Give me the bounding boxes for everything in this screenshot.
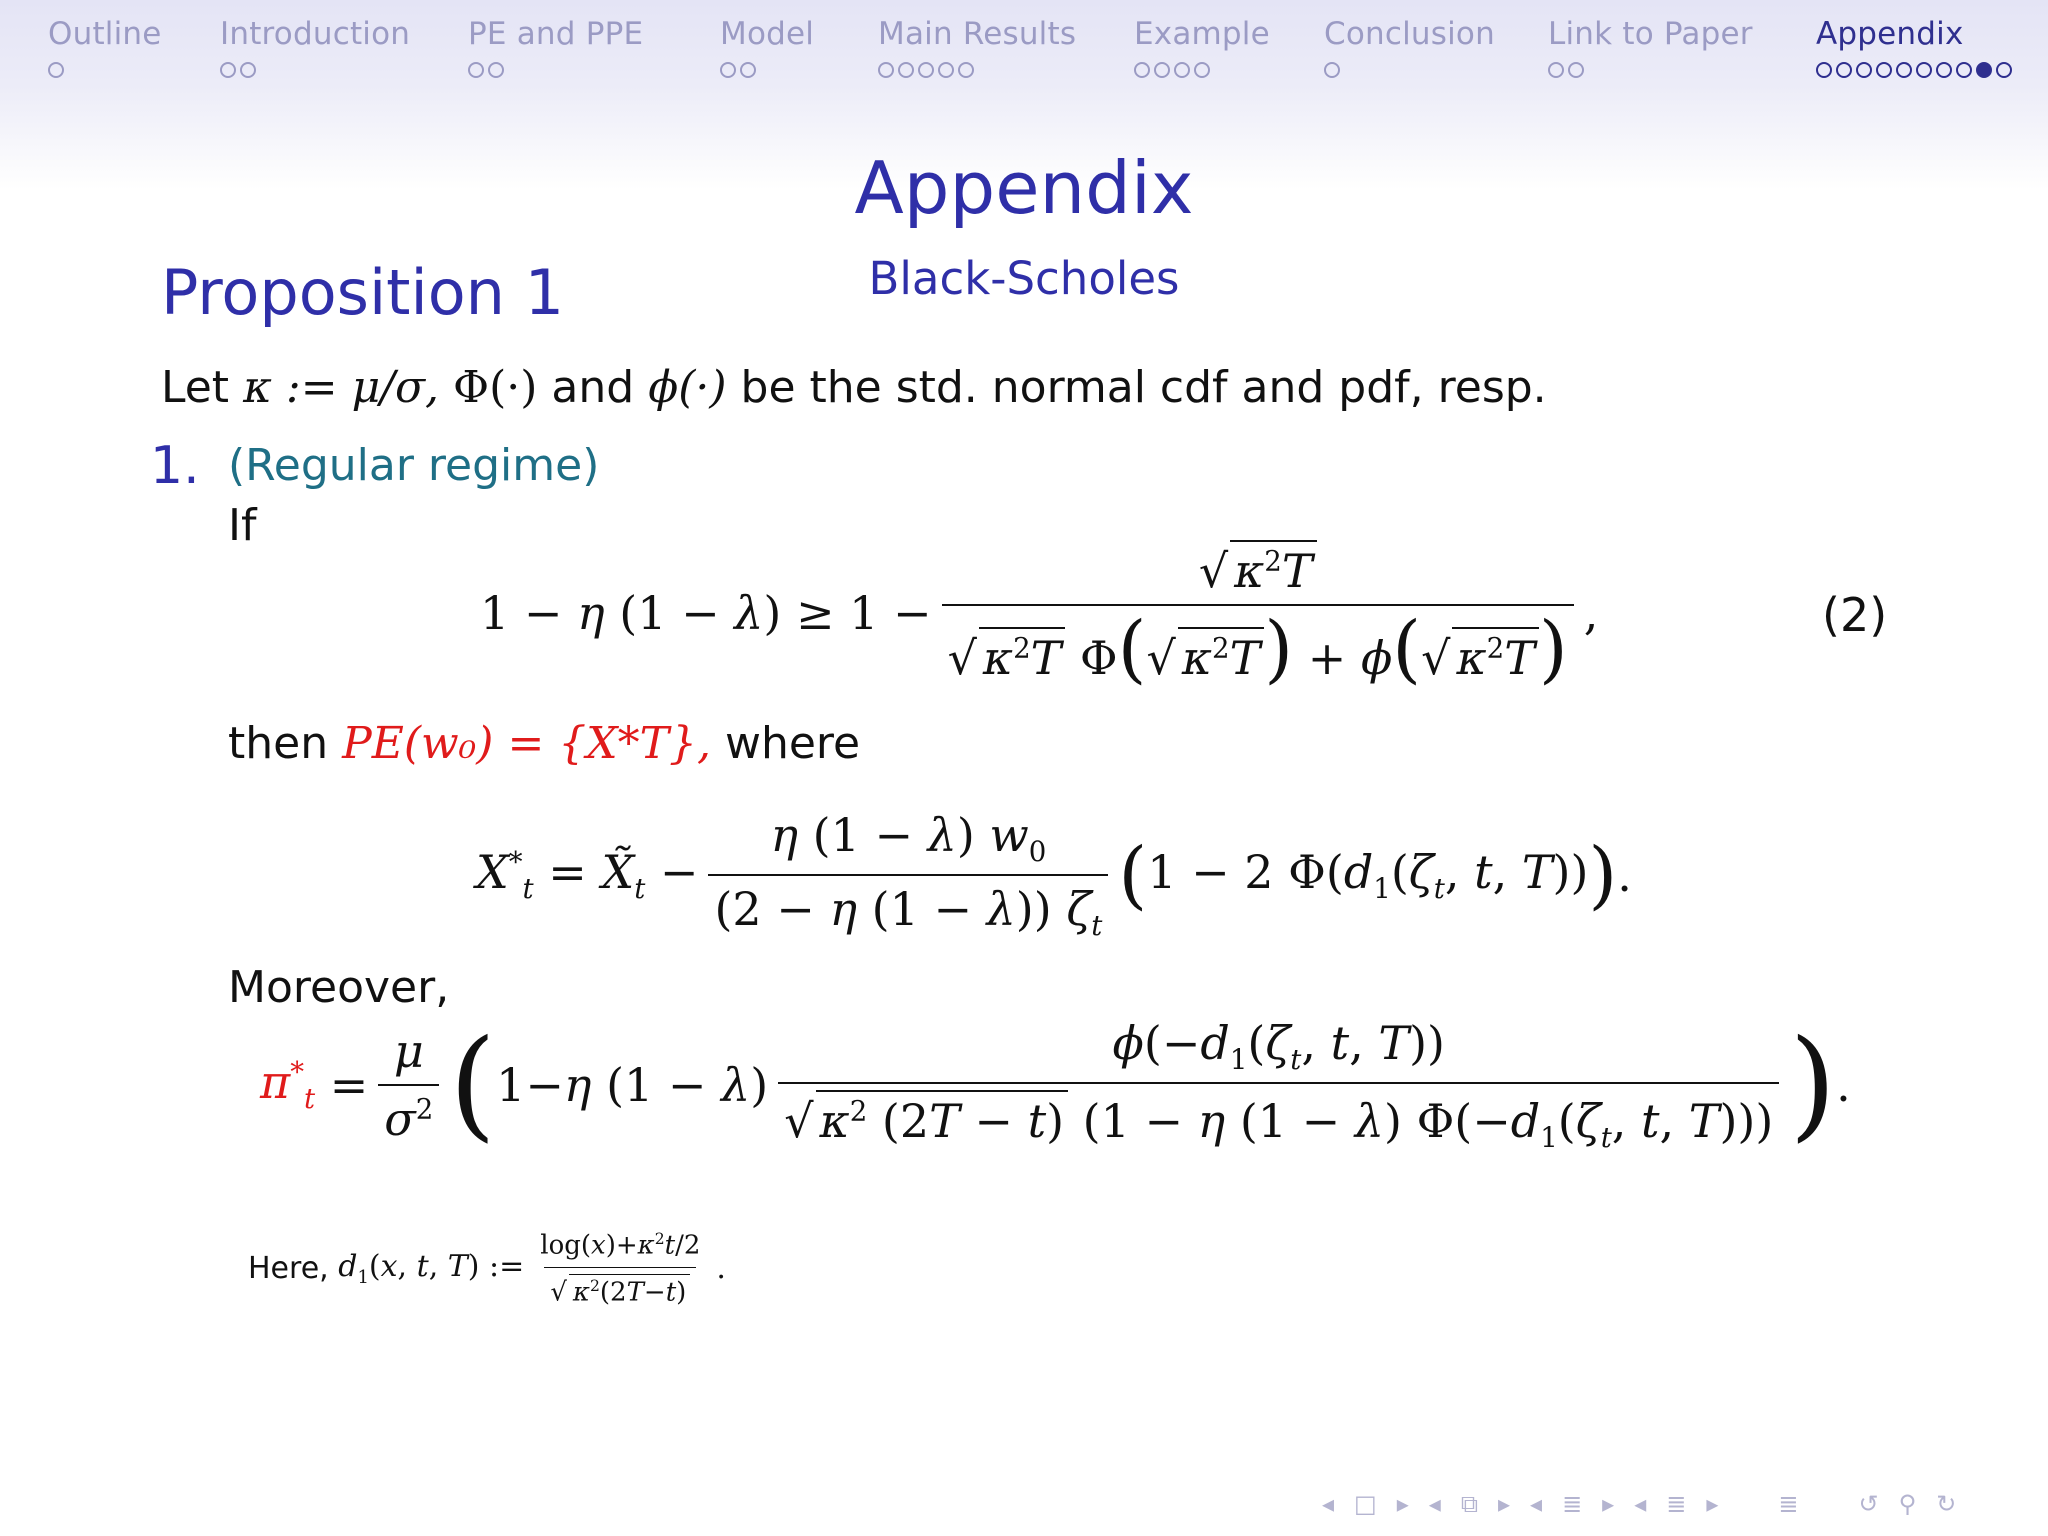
nav-section-conclusion[interactable] bbox=[1324, 16, 1495, 78]
frame-dot[interactable] bbox=[898, 62, 914, 78]
then-line bbox=[228, 718, 860, 769]
nav-section-introduction[interactable] bbox=[220, 16, 410, 78]
frame-dot[interactable] bbox=[938, 62, 954, 78]
frame-dot[interactable] bbox=[1956, 62, 1972, 78]
nav-section-appendix[interactable] bbox=[1816, 16, 2012, 78]
where-word: where bbox=[724, 718, 861, 769]
subsubsection-icon[interactable]: ≣ bbox=[1666, 1490, 1687, 1518]
frame-dot[interactable] bbox=[1154, 62, 1170, 78]
redo-icon[interactable]: ↻ bbox=[1936, 1490, 1957, 1518]
item-number: 1. bbox=[150, 436, 200, 496]
nav-section-label: Main Results bbox=[878, 16, 1077, 52]
search-icon[interactable]: ⚲ bbox=[1898, 1490, 1917, 1518]
normal-pdf-symbol: ϕ(·) bbox=[648, 362, 727, 413]
nav-frame-dots bbox=[220, 62, 410, 78]
nav-section-label: Introduction bbox=[220, 16, 411, 52]
subsection-icon[interactable]: ⧉ bbox=[1460, 1490, 1478, 1518]
nav-frame-dots bbox=[1324, 62, 1495, 78]
normal-cdf-symbol: Φ(·) bbox=[453, 362, 538, 413]
equation-number: (2) bbox=[1822, 588, 1888, 642]
frame-dot[interactable] bbox=[1324, 62, 1340, 78]
frame-prev-icon[interactable]: ◂ bbox=[1322, 1490, 1335, 1518]
frame-dot[interactable] bbox=[488, 62, 504, 78]
nav-section-label: Outline bbox=[48, 16, 162, 52]
frame-title: Appendix bbox=[854, 146, 1194, 230]
frame-dot[interactable] bbox=[1548, 62, 1564, 78]
nav-frame-dots bbox=[48, 62, 162, 78]
nav-section-example[interactable] bbox=[1134, 16, 1270, 78]
toc-icon[interactable]: ≣ bbox=[1778, 1490, 1799, 1518]
frame-dot[interactable] bbox=[1134, 62, 1150, 78]
section-prev-icon[interactable]: ◂ bbox=[1530, 1490, 1543, 1518]
optimal-wealth-equation: $X^*_t$ = $X̃_t$ − $\frac{\eta (1 - \lambda) w_0}{(2 - \eta (1 - \lambda)) \zeta_t}$ ( 1 − 2 $\Phi(d_1(\zeta_t$, t, T)) ) . bbox=[476, 808, 1632, 943]
frame-dot[interactable] bbox=[878, 62, 894, 78]
nav-frame-dots bbox=[1816, 62, 2012, 78]
nav-section-link-to-paper[interactable] bbox=[1548, 16, 1753, 78]
frame-dot[interactable] bbox=[48, 62, 64, 78]
let-word: Let bbox=[161, 362, 230, 413]
current-frame-dot[interactable] bbox=[1976, 62, 1992, 78]
regular-regime-condition: 1 − η (1 − λ) ≥ 1 − $\frac{√ \kappa^2T}{√ \kappa^2T \Phi(√ \kappa^2T) + \phi(√ \kappa^2T)}$ , bbox=[480, 540, 1598, 686]
subsubsection-prev-icon[interactable]: ◂ bbox=[1634, 1490, 1647, 1518]
subsection-prev-icon[interactable]: ◂ bbox=[1428, 1490, 1441, 1518]
nav-section-pe-and-ppe[interactable] bbox=[468, 16, 643, 78]
kappa-definition: κ := μ/σ, bbox=[243, 362, 440, 413]
frame-dot[interactable] bbox=[1996, 62, 2012, 78]
frame-dot[interactable] bbox=[1568, 62, 1584, 78]
then-word: then bbox=[228, 718, 329, 769]
nav-section-main-results[interactable] bbox=[878, 16, 1076, 78]
nav-frame-dots bbox=[1134, 62, 1270, 78]
nav-section-model[interactable] bbox=[720, 16, 814, 78]
frame-dot[interactable] bbox=[1194, 62, 1210, 78]
intro-rest: be the std. normal cdf and pdf, resp. bbox=[740, 362, 1547, 413]
subsection-next-icon[interactable]: ▸ bbox=[1497, 1490, 1511, 1518]
subsubsection-next-icon[interactable]: ▸ bbox=[1706, 1490, 1719, 1518]
undo-icon[interactable]: ↺ bbox=[1858, 1490, 1879, 1518]
if-word: If bbox=[228, 500, 257, 551]
frame-dot[interactable] bbox=[220, 62, 236, 78]
nav-section-label: PE and PPE bbox=[468, 16, 644, 52]
frame-icon[interactable]: □ bbox=[1354, 1490, 1377, 1518]
nav-section-label: Appendix bbox=[1816, 16, 1964, 52]
d1-definition: Here, $d_1(x$, t, T) := $\frac{\log(x)+\kappa^2t/2}{√ \kappa^2(2T-t)}$ . bbox=[248, 1230, 726, 1308]
frame-subtitle: Black-Scholes bbox=[868, 252, 1180, 305]
nav-frame-dots bbox=[720, 62, 814, 78]
nav-frame-dots bbox=[878, 62, 1076, 78]
frame-dot[interactable] bbox=[918, 62, 934, 78]
frame-dot[interactable] bbox=[1936, 62, 1952, 78]
pe-set-expression: PE(w₀) = {X*T}, bbox=[342, 718, 711, 769]
nav-frame-dots bbox=[468, 62, 643, 78]
nav-section-label: Conclusion bbox=[1324, 16, 1495, 52]
frame-dot[interactable] bbox=[1876, 62, 1892, 78]
and-word: and bbox=[551, 362, 635, 413]
section-icon[interactable]: ≣ bbox=[1562, 1490, 1583, 1518]
nav-section-label: Example bbox=[1134, 16, 1270, 52]
optimal-strategy-equation: $\pi^*_t$ = $\frac{\mu}{\sigma^2}$ ( 1−η (1 − λ) $\frac{\phi(-d_1(\zeta_t, t, T))}{√ \kappa^2 (2T - t) (1 - \eta (1 - \lambda) \Phi(-d_1(\zeta_t, t, T)))}$ ) . bbox=[260, 1015, 1851, 1155]
section-next-icon[interactable]: ▸ bbox=[1602, 1490, 1615, 1518]
frame-dot[interactable] bbox=[468, 62, 484, 78]
beamer-navigation-symbols bbox=[1322, 1490, 1956, 1518]
item-label: (Regular regime) bbox=[228, 440, 600, 491]
frame-dot[interactable] bbox=[740, 62, 756, 78]
proposition-title: Proposition 1 bbox=[161, 256, 565, 329]
nav-section-label: Model bbox=[720, 16, 815, 52]
frame-dot[interactable] bbox=[1816, 62, 1832, 78]
frame-dot[interactable] bbox=[1916, 62, 1932, 78]
frame-dot[interactable] bbox=[1836, 62, 1852, 78]
frame-next-icon[interactable]: ▸ bbox=[1396, 1490, 1409, 1518]
frame-dot[interactable] bbox=[1896, 62, 1912, 78]
frame-dot[interactable] bbox=[958, 62, 974, 78]
nav-section-label: Link to Paper bbox=[1548, 16, 1753, 52]
frame-dot[interactable] bbox=[240, 62, 256, 78]
nav-frame-dots bbox=[1548, 62, 1753, 78]
intro-sentence bbox=[161, 362, 1547, 413]
moreover-word: Moreover, bbox=[228, 962, 450, 1013]
here-word: Here, bbox=[248, 1251, 329, 1287]
frame-dot[interactable] bbox=[720, 62, 736, 78]
frame-dot[interactable] bbox=[1174, 62, 1190, 78]
frame-dot[interactable] bbox=[1856, 62, 1872, 78]
nav-section-outline[interactable] bbox=[48, 16, 162, 78]
